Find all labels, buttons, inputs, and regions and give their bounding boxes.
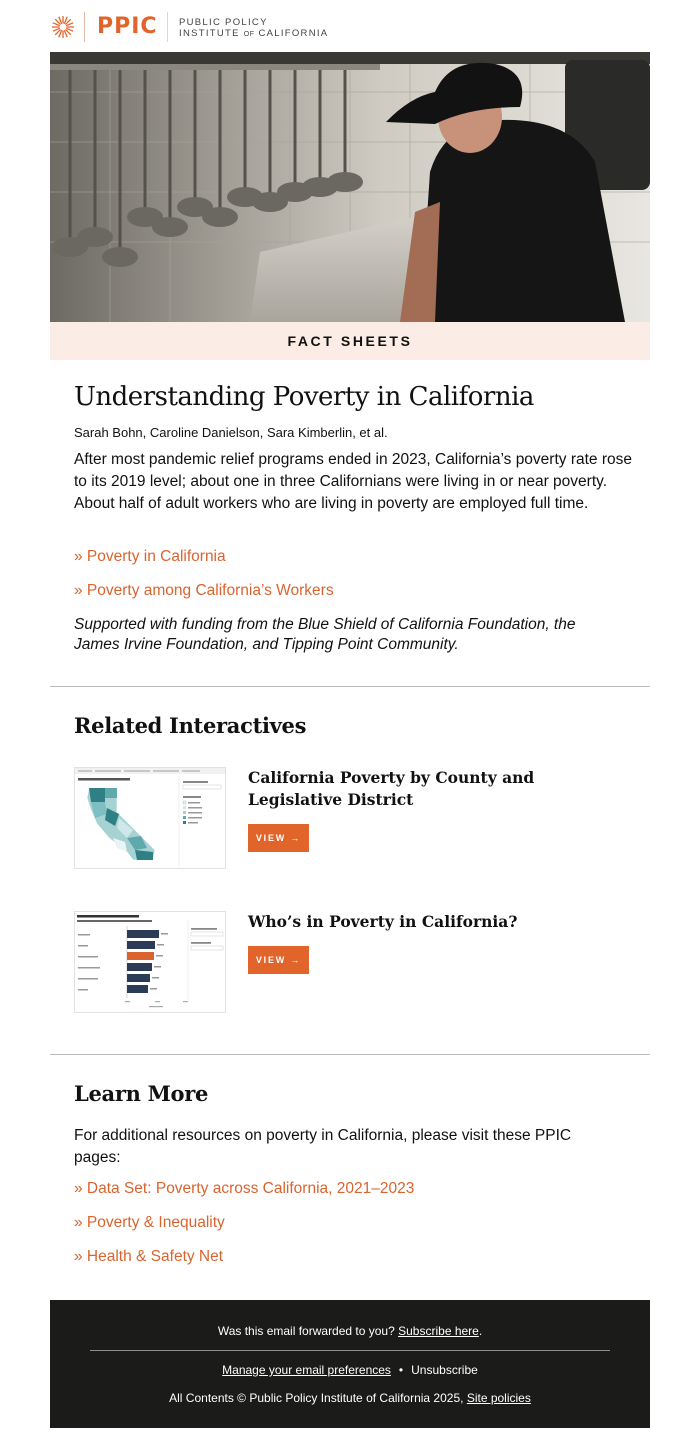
fact-sheets-tag: FACT SHEETS [50, 322, 650, 360]
related-interactives-heading: Related Interactives [74, 713, 307, 738]
bar-chart-thumbnail-icon [75, 912, 225, 1012]
article-authors: Sarah Bohn, Caroline Danielson, Sara Kimberlin, et al. [74, 425, 388, 440]
learn-more-text: For additional resources on poverty in California, please visit these PPIC pages: [74, 1127, 572, 1166]
hero-image[interactable] [50, 52, 650, 322]
copyright-line [50, 1391, 650, 1405]
divider-2 [50, 1054, 650, 1055]
link-poverty-data-set[interactable]: » Data Set: Poverty across California, 2021–2023 [74, 1180, 415, 1197]
header [50, 0, 650, 52]
link-poverty-among-workers[interactable]: » Poverty among California’s Workers [74, 582, 334, 599]
unsubscribe-link[interactable]: Unsubscribe [411, 1363, 478, 1377]
ppic-sunburst-logo-icon [52, 16, 74, 38]
forwarded-period: . [478, 1324, 483, 1338]
footer [50, 1300, 650, 1428]
california-map-thumbnail[interactable] [74, 767, 226, 869]
subscribe-link[interactable]: Subscribe here [398, 1324, 479, 1338]
site-policies-link[interactable]: Site policies [466, 1391, 531, 1405]
copyright-text: All Contents © Public Policy Institute of California 2025, [169, 1391, 464, 1405]
ppic-logo[interactable]: PPIC [97, 14, 158, 39]
link-poverty-in-california[interactable]: » Poverty in California [74, 548, 226, 565]
org-divider [167, 12, 168, 42]
kitchen-worker-photo-icon [50, 52, 650, 322]
divider-1 [50, 686, 650, 687]
email-container [50, 0, 650, 1405]
org-line-2: INSTITUTE OF CALIFORNIA [179, 28, 329, 39]
interactive-title-who[interactable]: Who’s in Poverty in California? [248, 912, 518, 931]
footer-divider [90, 1350, 610, 1351]
interactive-title-county[interactable]: California Poverty by County and Legislative District [248, 768, 535, 809]
learn-more-heading: Learn More [74, 1081, 209, 1106]
view-button-county[interactable]: VIEW → [248, 824, 309, 852]
link-health-safety-net[interactable]: » Health & Safety Net [74, 1248, 224, 1265]
funding-note: Supported with funding from the Blue Shield of California Foundation, the James Irvine Foundation, and Tipping Point Community. [74, 616, 576, 653]
article-summary: After most pandemic relief programs ended in 2023, California’s poverty rate rose to its 2019 level; about one in three Californians were living in or near poverty. About half of adult workers who are living in poverty are employed full time. [74, 451, 632, 512]
forwarded-text: Was this email forwarded to you? [217, 1324, 395, 1338]
logo-divider [84, 12, 85, 42]
view-button-who[interactable]: VIEW → [248, 946, 309, 974]
org-line-1: PUBLIC POLICY [179, 17, 268, 28]
california-map-thumbnail-icon [75, 768, 225, 868]
manage-preferences-link[interactable]: Manage your email preferences [222, 1363, 391, 1377]
preferences-line [50, 1363, 650, 1377]
forwarded-line [50, 1324, 650, 1338]
bar-chart-thumbnail[interactable] [74, 911, 226, 1013]
org-name [179, 17, 328, 40]
article-title[interactable]: Understanding Poverty in California [74, 382, 534, 412]
footer-separator: • [398, 1363, 404, 1377]
link-poverty-inequality[interactable]: » Poverty & Inequality [74, 1214, 225, 1231]
